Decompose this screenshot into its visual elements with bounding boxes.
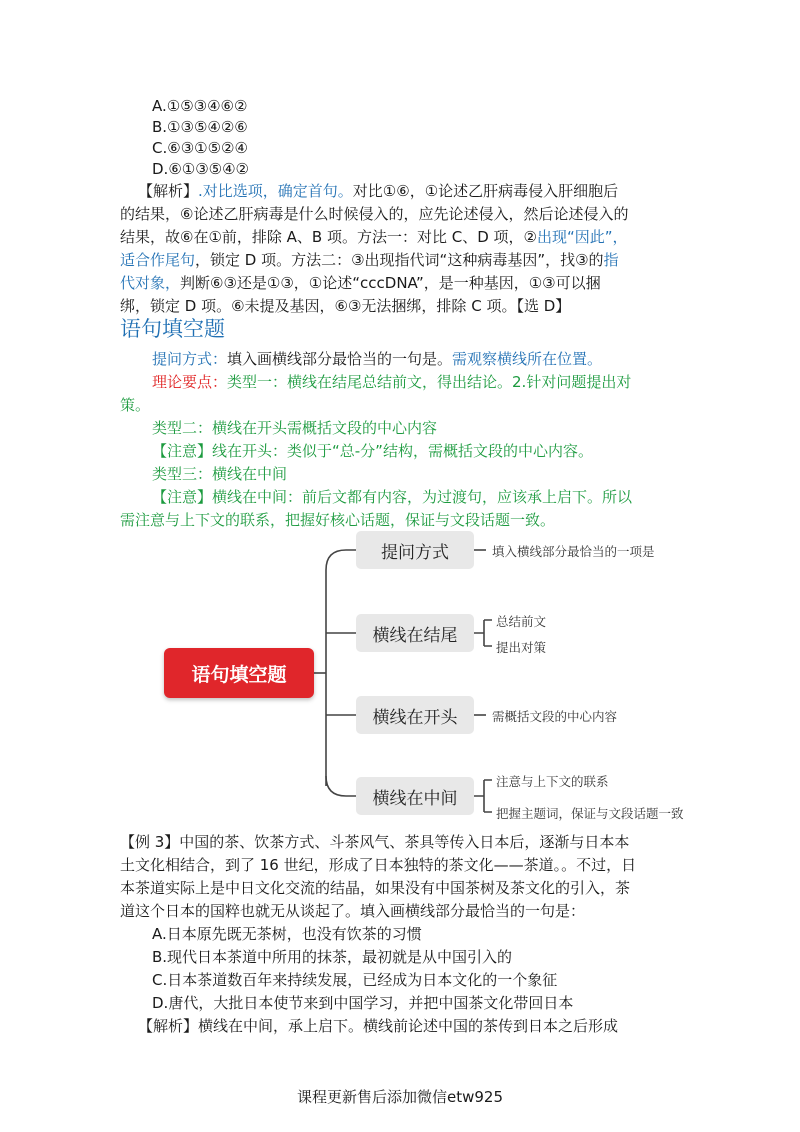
mindmap-node-mid: 横线在中间 <box>356 777 474 815</box>
analysis1-line3 <box>120 227 628 247</box>
ask-highlight: 需观察横线所在位置。 <box>452 350 603 368</box>
analysis-highlight: 代对象， <box>120 274 181 292</box>
analysis-text: 对比①⑥，①论述乙肝病毒侵入肝细胞后 <box>352 182 619 200</box>
analysis-highlight: 适合作尾句 <box>120 251 196 269</box>
type1-text: 类型一：横线在结尾总结前文，得出结论。2.针对问题提出对 <box>227 373 632 391</box>
type1-continued: 策。 <box>120 396 151 414</box>
mindmap-node-end: 横线在结尾 <box>356 614 474 652</box>
analysis1-line2: 的结果，⑥论述乙肝病毒是什么时候侵入的，应先论述侵入，然后论述侵入的 <box>120 205 629 223</box>
analysis1-line4 <box>120 250 619 270</box>
example3-line4: 道这个日本的国粹也就无从谈起了。填入画横线部分最恰当的一句是： <box>120 902 586 920</box>
option-d-prev: D.⑥①③⑤④② <box>152 160 250 178</box>
analysis1-line1 <box>138 181 618 201</box>
example3-option-d: D.唐代，大批日本使节来到中国学习，并把中国茶文化带回日本 <box>152 994 574 1012</box>
analysis-text: 结果，故⑥在①前，排除 A、B 项。方法一：对比 C、D 项，② <box>120 228 537 246</box>
mindmap-leaf-context: 注意与上下文的联系 <box>496 774 609 789</box>
section-title: 语句填空题 <box>120 317 225 341</box>
mindmap-leaf-ask: 填入横线部分最恰当的一项是 <box>492 544 655 559</box>
theory-label: 理论要点： <box>152 373 228 391</box>
mindmap-leaf-center: 需概括文段的中心内容 <box>492 709 618 724</box>
option-a-prev: A.①⑤③④⑥② <box>152 97 248 115</box>
ask-method-line <box>152 349 602 369</box>
analysis-highlight: 指 <box>603 251 619 269</box>
mindmap-node-ask: 提问方式 <box>356 531 474 569</box>
example3-option-c: C.日本茶道数百年来持续发展，已经成为日本文化的一个象征 <box>152 971 558 989</box>
ask-text: 填入画横线部分最恰当的一句是。 <box>227 350 453 368</box>
connector-leaves-end <box>474 620 492 646</box>
connector-node1 <box>326 550 356 570</box>
analysis-label: 【解析】 <box>138 182 199 200</box>
option-b-prev: B.①③⑤④②⑥ <box>152 118 248 136</box>
type3-text: 类型三：横线在中间 <box>152 465 288 483</box>
mindmap-leaf-countermeasure: 提出对策 <box>496 640 547 655</box>
connector-node4 <box>326 776 356 796</box>
note2-text-b: 需注意与上下文的联系，把握好核心话题，保证与文段话题一致。 <box>120 511 556 529</box>
mindmap-node-start: 横线在开头 <box>356 696 474 734</box>
ask-label: 提问方式： <box>152 350 228 368</box>
note1-text: 【注意】线在开头：类似于“总-分”结构，需概括文段的中心内容。 <box>152 442 593 460</box>
example3-line3: 本茶道实际上是中日文化交流的结晶，如果没有中国茶树及茶文化的引入，茶 <box>120 879 631 897</box>
example3-option-a: A.日本原先既无茶树，也没有饮茶的习惯 <box>152 925 422 943</box>
mindmap-diagram <box>150 530 710 830</box>
analysis1-line5 <box>120 273 601 293</box>
type2-text: 类型二：横线在开头需概括文段的中心内容 <box>152 419 438 437</box>
example3-option-b: B.现代日本茶道中所用的抹茶，最初就是从中国引入的 <box>152 948 513 966</box>
analysis1-line6: 绑，锁定 D 项。⑥未提及基因，⑥③无法捆绑，排除 C 项。【选 D】 <box>120 297 571 315</box>
mindmap-root: 语句填空题 <box>164 648 314 698</box>
example3-analysis: 【解析】横线在中间，承上启下。横线前论述中国的茶传到日本之后形成 <box>138 1017 619 1035</box>
note2-text-a: 【注意】横线在中间：前后文都有内容，为过渡句，应该承上启下。所以 <box>152 488 633 506</box>
example3-line1: 【例 3】中国的茶、饮茶方式、斗茶风气、茶具等传入日本后，逐渐与日本本 <box>120 833 630 851</box>
example3-line2: 土文化相结合，到了 16 世纪，形成了日本独特的茶文化——茶道。。不过，日 <box>120 856 637 874</box>
connector-leaves-mid <box>474 780 492 812</box>
page-footer: 课程更新售后添加微信etw925 <box>296 1088 503 1106</box>
theory-line <box>152 372 631 392</box>
analysis-highlight: 出现“因此”， <box>537 228 628 246</box>
mindmap-leaf-topic: 把握主题词，保证与文段话题一致 <box>496 806 684 821</box>
mindmap-leaf-summarize: 总结前文 <box>496 614 547 629</box>
analysis-highlight: .对比选项，确定首句。 <box>198 182 353 200</box>
analysis-text: 判断⑥③还是①③，①论述“cccDNA”，是一种基因，①③可以捆 <box>180 274 601 292</box>
analysis-text: ，锁定 D 项。方法二：③出现指代词“这种病毒基因”，找③的 <box>195 251 604 269</box>
option-c-prev: C.⑥③①⑤②④ <box>152 139 248 157</box>
